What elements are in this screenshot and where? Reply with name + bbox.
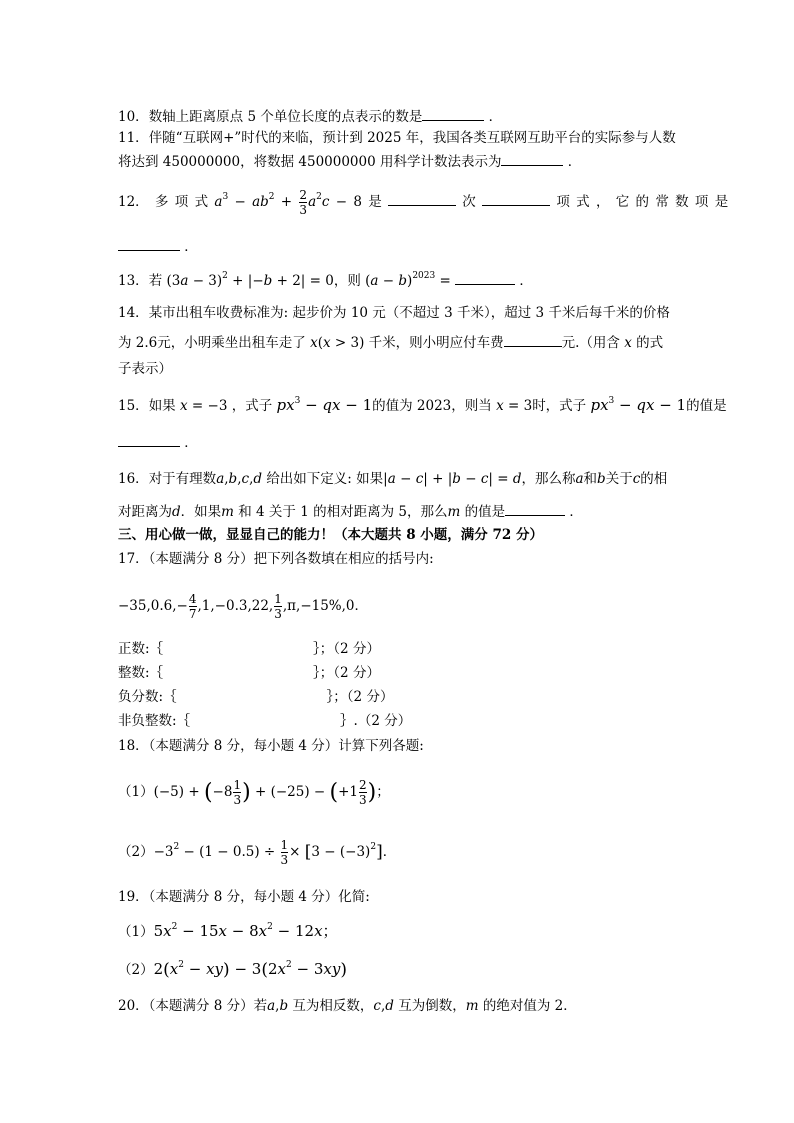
expression: $(a - b)^{2023}$ = [365,271,456,289]
answer-blank-degree[interactable] [388,191,456,206]
answer-blank[interactable] [501,151,563,166]
question-13: 13．若 $(3a - 3)^2 + |-b + 2| = 0$，则 $(a - b)^{2023}$ = ． [118,271,533,289]
question-17: 17．（本题满分 8 分）把下列各数填在相应的括号内: [118,551,434,567]
question-14-line2: 为 2.6元，小明乘坐出租车走了 x(x > 3) 千米，则小明应付车费 元.（用含 x 的式 [118,332,663,352]
question-20: 20．（本题满分 8 分）若a,b 互为相反数，c,d 互为倒数，m 的绝对值为 2． [118,998,577,1014]
question-11-line2: 将达到 450000000，将数据 450000000 用科学计数法表示为 ． [118,151,581,171]
answer-blank[interactable] [505,501,565,516]
question-text: 伴随“互联网+”时代的来临，预计到 2025 年，我国各类互联网互助平台的实际参与人数 [148,130,676,146]
answer-blank-constant[interactable] [118,236,180,251]
question-14-line3: 子表示） [118,361,172,377]
question-19: 19．（本题满分 8 分，每小题 4 分）化简: [118,889,370,905]
question-10: 10．数轴上距离原点 5 个单位长度的点表示的数是 ． [118,106,502,126]
equation: $(3a - 3)^2 + |-b + 2| = 0$ [166,271,334,289]
question-14: 14．某市出租车收费标准为: 起步价为 10 元（不超过 3 千米），超过 3 千米后每千米的价格 [118,305,670,321]
question-16: 16．对于有理数a,b,c,d 给出如下定义: 如果|a − c| + |b − c| = d，那么称a和b关于c的相 [118,471,668,487]
question-12: 12． 多 项 式 $a^3 - ab^2$ + $\frac{2}{3}$ $a^2c - 8$ 是 次 项 式 ， 它 的 常 数 项 是 [118,188,729,217]
answer-blank[interactable] [455,270,515,285]
category-negative-fraction[interactable]: 负分数:｛ ｝；（2 分） [118,689,394,705]
question-18-part2: $(2)-3^2 - (1 - 0.5)$ ÷ $\frac{1}{3}$ × $[3 - (-3)^2]$． [118,838,397,867]
question-16-line2: 对距离为d．如果m 和 4 关于 1 的相对距离为 5，那么m 的值是 ． [118,501,583,521]
question-19-part2: $(2)2(x^2 - xy) - 3(2x^2 - 3xy)$ [118,960,347,980]
question-number: 10． [118,109,149,125]
section-heading: 三、用心做一做，显显自己的能力！（本大题共 8 小题，满分 72 分） [118,527,543,543]
polynomial-expression: $a^3 - ab^2$ + $\frac{2}{3}$ $a^2c - 8$ [214,188,362,217]
question-text: 数轴上距离原点 5 个单位长度的点表示的数是 [148,109,423,125]
category-integer[interactable]: 整数:｛ ｝；（2 分） [118,665,380,681]
answer-blank[interactable] [504,332,562,347]
category-nonnegative-integer[interactable]: 非负整数:｛ ｝.（2 分） [118,713,412,729]
answer-blank[interactable] [118,432,180,447]
answer-blank[interactable] [422,106,484,121]
question-11: 11．伴随“互联网+”时代的来临，预计到 2025 年，我国各类互联网互助平台的实际参与人数 [118,130,676,146]
question-15-line2: ． [118,432,198,452]
question-18: 18．（本题满分 8 分，每小题 4 分）计算下列各题: [118,738,424,754]
answer-blank-terms[interactable] [482,191,550,206]
number-list: −35,0.6,− $\frac{4}{7}$ ,1,−0.3,22, $\frac{1}{3}$ ,π,−15%,0． [118,592,369,621]
question-15: 15．如果 x = −3 ，式子 $px^3$ − qx − 1的值为 2023，则当 x = 3时，式子 $px^3$ − qx − 1的值是 [118,396,727,414]
question-19-part1: $(1)5x^2 - 15x - 8x^2 - 12x$； [118,922,338,940]
expression: $px^3$ − qx − 1 [276,396,373,414]
question-12-line2: ． [118,236,198,256]
question-18-part1: （1）(−5) + (−8 $\frac{1}{3}$ ) + (−25) − (+1 $\frac{2}{3}$ )； [118,778,390,807]
category-positive[interactable]: 正数:｛ ｝；（2 分） [118,641,380,657]
